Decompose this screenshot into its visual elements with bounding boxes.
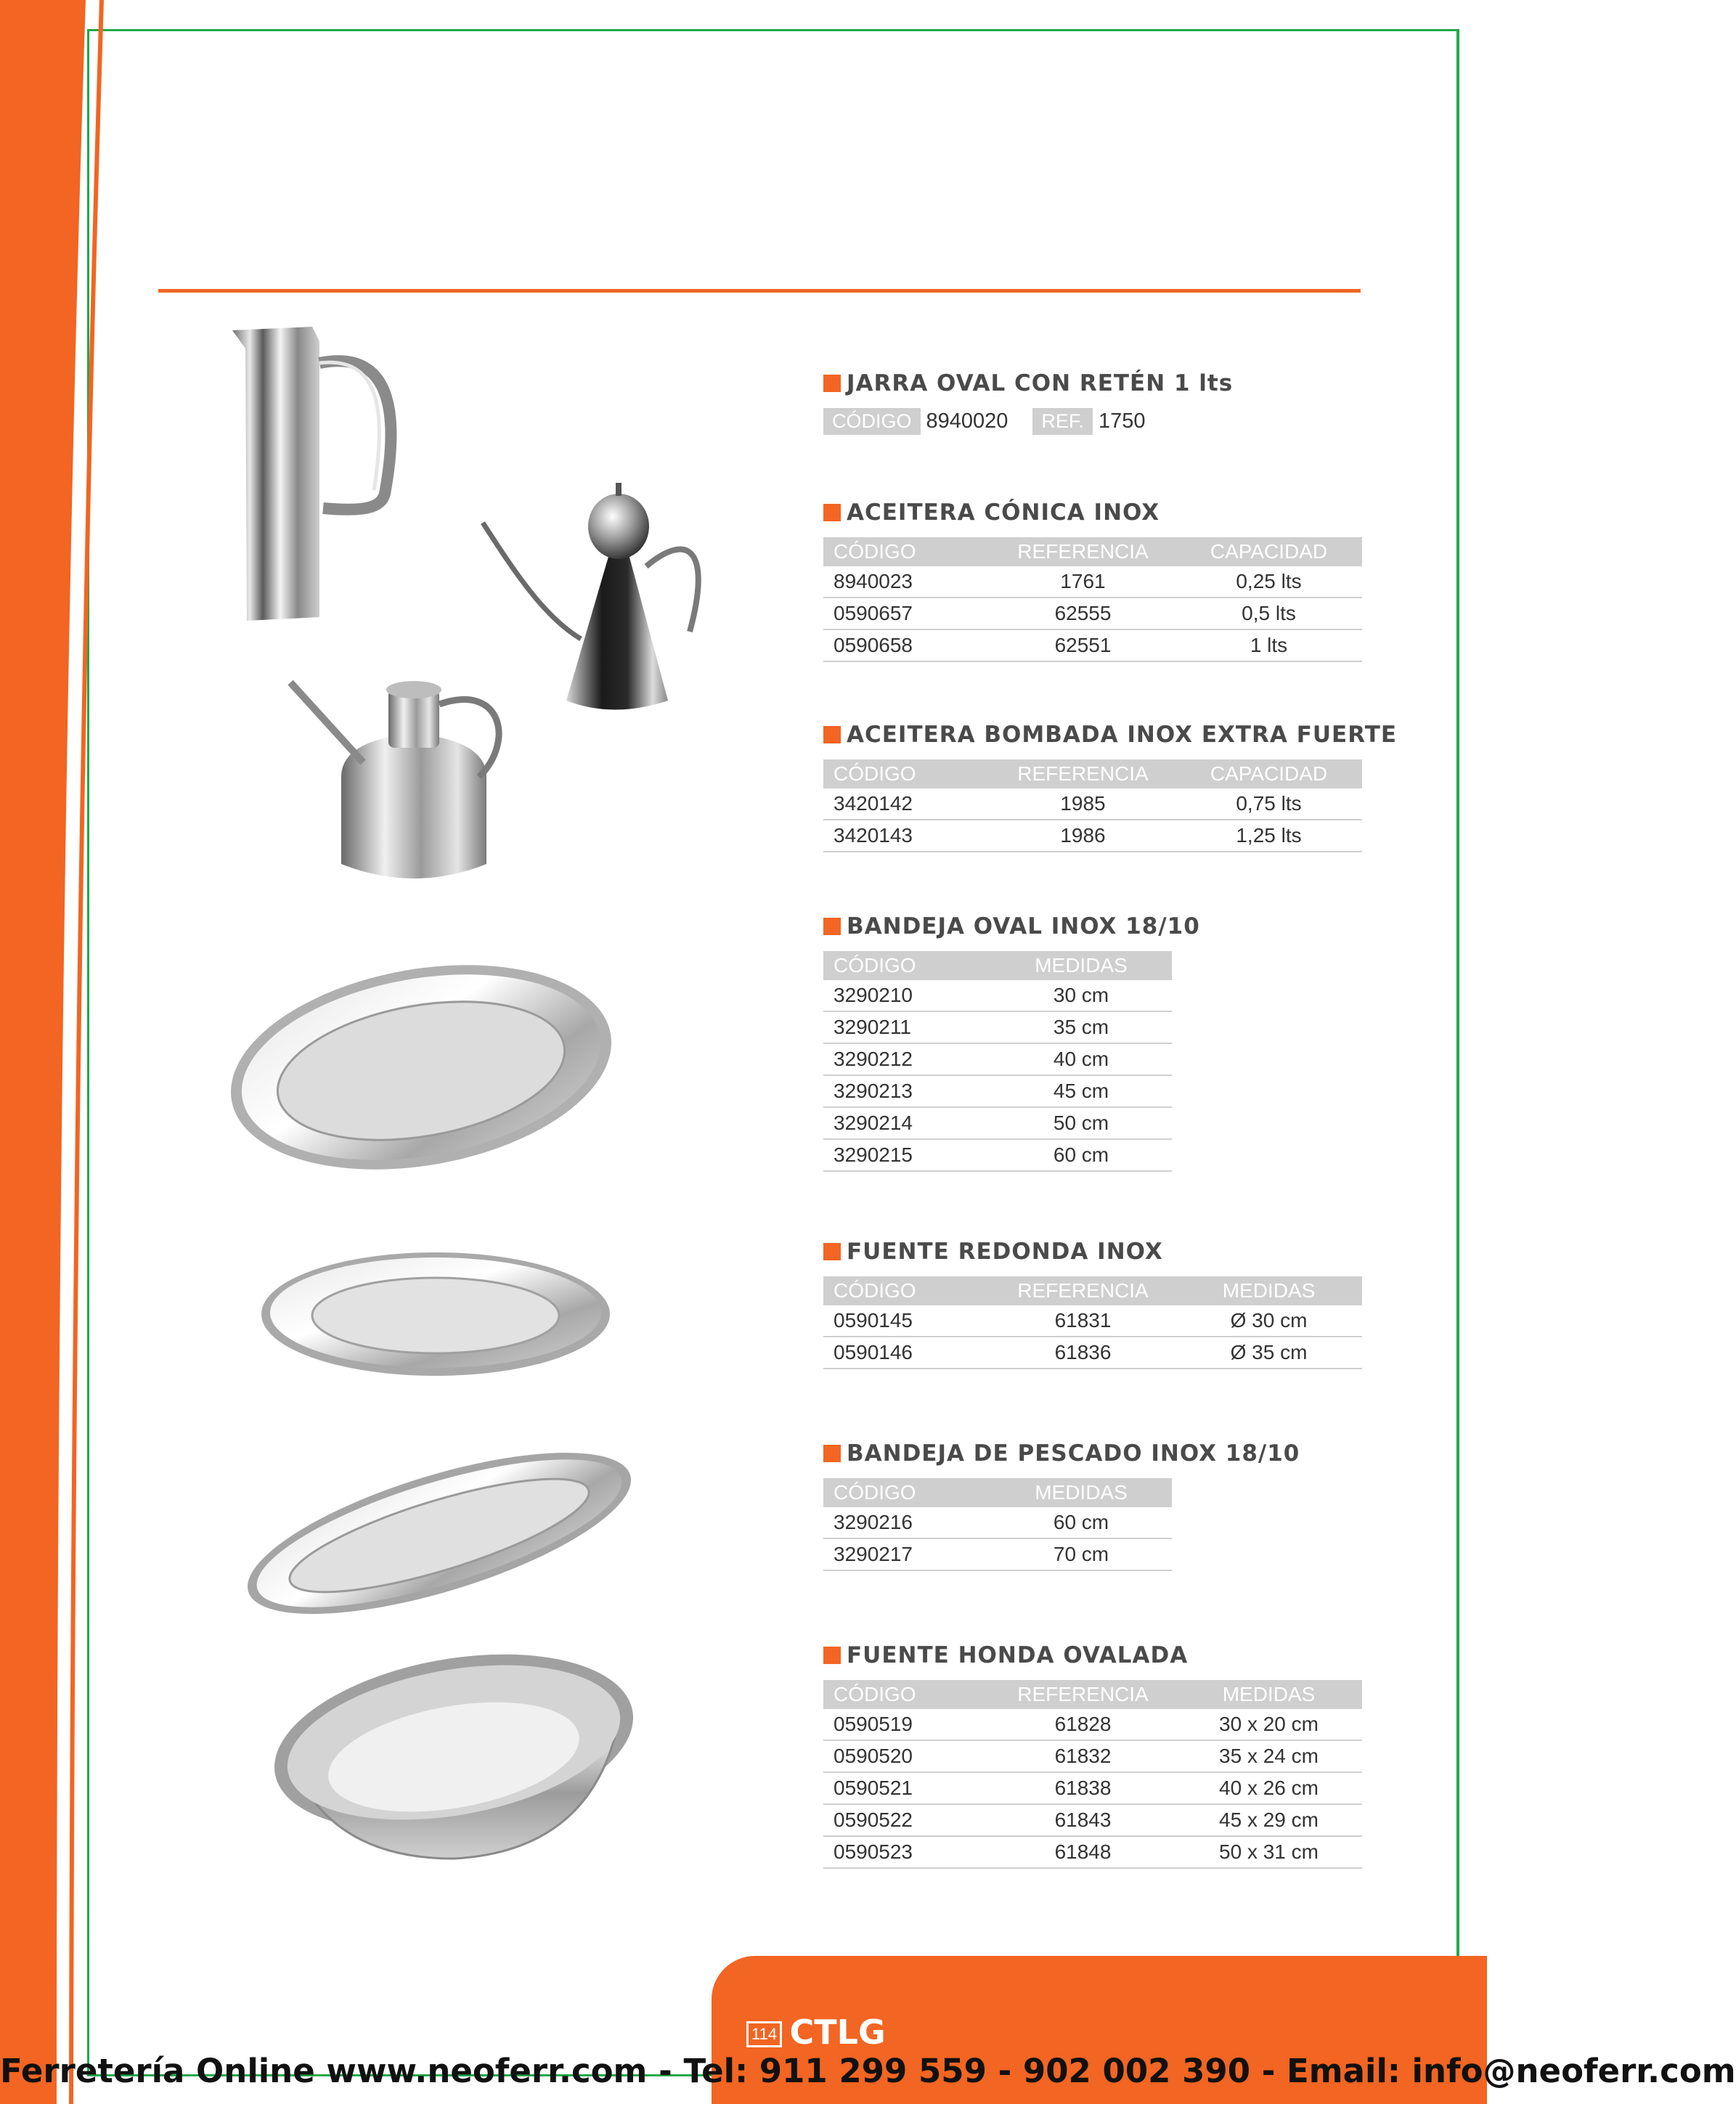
code-label: CÓDIGO: [823, 408, 921, 435]
code-value: 8940020: [926, 409, 1008, 433]
table-row: 0590658 62551 1 lts: [823, 629, 1362, 661]
oval-tray-image: [225, 958, 632, 1176]
col-header: CAPACIDAD: [1175, 537, 1362, 566]
table-row: 0590523 61848 50 x 31 cm: [823, 1836, 1362, 1868]
table-row: 3420143 1986 1,25 lts: [823, 820, 1362, 852]
product-title-jarra: JARRA OVAL CON RETÉN 1 lts: [823, 369, 1233, 398]
table-row: 3290215 60 cm: [823, 1139, 1172, 1171]
section-title-bandeja-pescado: BANDEJA DE PESCADO INOX 18/10: [823, 1439, 1300, 1468]
col-header: REFERENCIA: [990, 759, 1175, 788]
col-header: CÓDIGO: [823, 1680, 990, 1709]
table-row: 3420142 1985 0,75 lts: [823, 788, 1362, 820]
table-row: 3290217 70 cm: [823, 1538, 1172, 1570]
table-row: 0590522 61843 45 x 29 cm: [823, 1804, 1362, 1836]
table-row: 3290211 35 cm: [823, 1011, 1172, 1043]
table-row: 3290214 50 cm: [823, 1107, 1172, 1139]
table-bandeja-oval: [823, 951, 1172, 1172]
table-row: 0590519 61828 30 x 20 cm: [823, 1709, 1362, 1740]
table-row: 3290213 45 cm: [823, 1075, 1172, 1107]
jarra-codes: [823, 408, 1170, 435]
col-header: CÓDIGO: [823, 1478, 990, 1507]
page-number: 114: [746, 2021, 782, 2047]
col-header: REFERENCIA: [990, 1276, 1175, 1305]
deep-oval-dish-image: [269, 1648, 639, 1866]
col-header: CAPACIDAD: [1175, 759, 1362, 788]
section-title-aceitera-conica: ACEITERA CÓNICA INOX: [823, 498, 1160, 527]
bullet-square-icon: [823, 918, 841, 935]
table-row: 3290216 60 cm: [823, 1507, 1172, 1538]
table-aceitera-conica: [823, 537, 1362, 662]
section-title-fuente-redonda: FUENTE REDONDA INOX: [823, 1237, 1163, 1266]
table-row: 8940023 1761 0,25 lts: [823, 566, 1362, 598]
round-platter-image: [258, 1249, 614, 1379]
section-title-aceitera-bombada: ACEITERA BOMBADA INOX EXTRA FUERTE: [823, 720, 1397, 749]
footer-contact: Ferretería Online www.neoferr.com - Tel: 911 299 559 - 902 002 390 - Email: info@neoferr.com: [0, 2052, 1736, 2090]
col-header: CÓDIGO: [823, 1276, 990, 1305]
table-row: 0590146 61836 Ø 35 cm: [823, 1337, 1362, 1369]
table-fuente-redonda: [823, 1276, 1362, 1369]
col-header: MEDIDAS: [990, 1478, 1172, 1507]
table-row: 0590145 61831 Ø 30 cm: [823, 1305, 1362, 1337]
col-header: CÓDIGO: [823, 537, 990, 566]
section-label: CTLG: [789, 2013, 886, 2052]
ref-label: REF.: [1032, 408, 1093, 435]
jug-image: [218, 319, 407, 632]
col-header: REFERENCIA: [990, 537, 1175, 566]
col-header: MEDIDAS: [1175, 1276, 1362, 1305]
col-header: REFERENCIA: [990, 1680, 1175, 1709]
section-title-bandeja-oval: BANDEJA OVAL INOX 18/10: [823, 912, 1200, 941]
left-orange-stripe: [0, 0, 116, 2104]
col-header: MEDIDAS: [1175, 1680, 1362, 1709]
bullet-square-icon: [823, 1647, 841, 1664]
ref-value: 1750: [1098, 409, 1146, 433]
col-header: MEDIDAS: [990, 951, 1172, 980]
table-bandeja-pescado: [823, 1478, 1172, 1571]
table-row: 0590657 62555 0,5 lts: [823, 598, 1362, 629]
table-row: 3290210 30 cm: [823, 980, 1172, 1011]
col-header: CÓDIGO: [823, 759, 990, 788]
table-aceitera-bombada: [823, 759, 1362, 852]
round-oil-can-image: [283, 653, 515, 893]
section-title-fuente-honda: FUENTE HONDA OVALADA: [823, 1641, 1188, 1670]
bullet-square-icon: [823, 726, 841, 743]
col-header: CÓDIGO: [823, 951, 990, 980]
bullet-square-icon: [823, 1445, 841, 1462]
bullet-square-icon: [823, 1243, 841, 1260]
top-divider: [158, 289, 1361, 293]
table-fuente-honda: [823, 1680, 1362, 1869]
page-marker: [746, 2013, 886, 2052]
bullet-square-icon: [823, 504, 841, 521]
table-row: 3290212 40 cm: [823, 1043, 1172, 1075]
table-row: 0590521 61838 40 x 26 cm: [823, 1772, 1362, 1804]
table-row: 0590520 61832 35 x 24 cm: [823, 1740, 1362, 1772]
bullet-square-icon: [823, 375, 841, 392]
fish-tray-image: [236, 1441, 643, 1626]
